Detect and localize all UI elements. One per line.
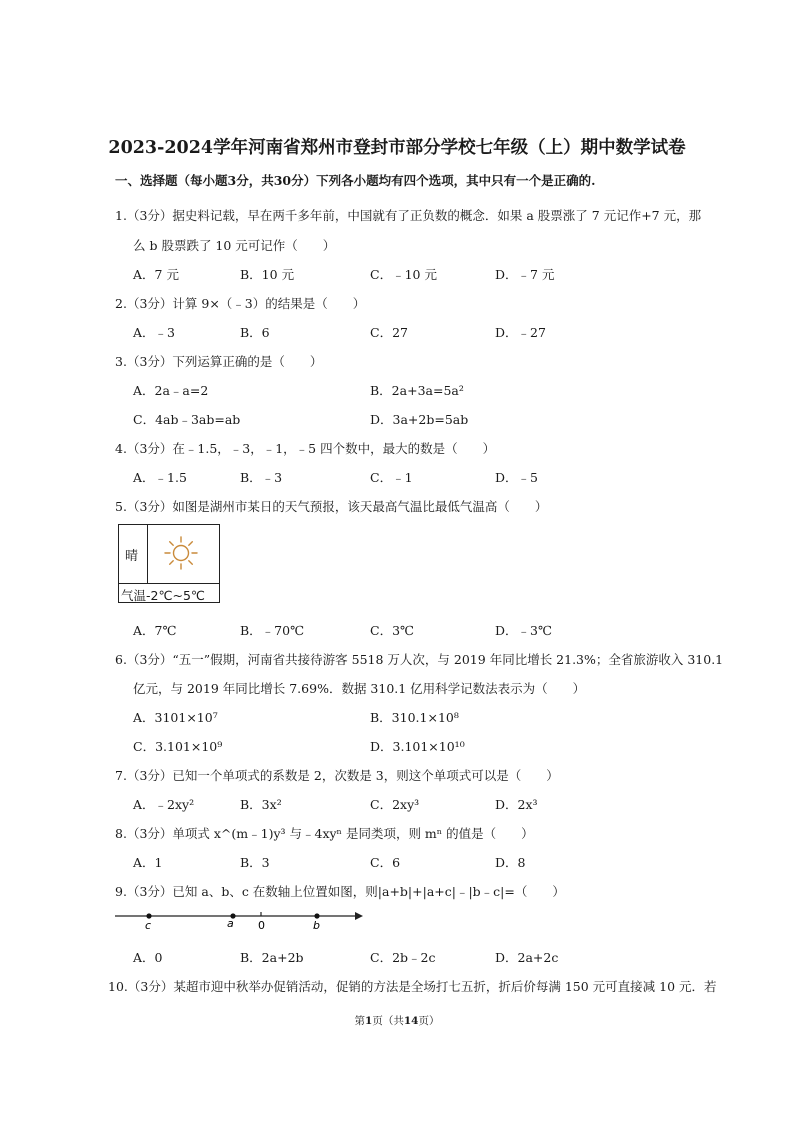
section-heading: 一、选择题（每小题3分，共30分）下列各小题均有四个选项，其中只有一个是正确的.	[115, 173, 596, 188]
question-6-line2: 亿元，与 2019 年同比增长 7.69%．数据 310.1 亿用科学记数法表示为（ ）	[133, 681, 586, 696]
q6-option-b: B．310.1×10⁸	[370, 710, 459, 725]
q4-option-a: A．﹣1.5	[133, 470, 187, 485]
q7-option-c: C．2xy³	[370, 797, 420, 812]
question-9: 9.（3分）已知 a、b、c 在数轴上位置如图，则|a+b|+|a+c|﹣|b﹣c|=（ ）	[115, 884, 565, 899]
q2-option-b: B．6	[240, 325, 270, 340]
q2-option-d: D．﹣27	[495, 325, 546, 340]
weather-label: 晴	[125, 549, 139, 564]
question-4: 4.（3分）在﹣1.5，﹣3，﹣1，﹣5 四个数中，最大的数是（ ）	[115, 441, 496, 456]
q6-option-c: C．3.101×10⁹	[133, 739, 223, 754]
q4-option-b: B．﹣3	[240, 470, 283, 485]
question-7: 7.（3分）已知一个单项式的系数是 2，次数是 3，则这个单项式可以是（ ）	[115, 768, 559, 783]
label-c: c	[145, 919, 152, 932]
page-title: 2023-2024学年河南省郑州市登封市部分学校七年级（上）期中数学试卷	[108, 138, 686, 158]
question-2: 2.（3分）计算 9×（﹣3）的结果是（ ）	[115, 296, 366, 311]
q1-option-b: B．10 元	[240, 267, 295, 282]
q1-option-a: A．7 元	[133, 267, 179, 282]
page-footer: 第1页（共14页）	[354, 1015, 440, 1027]
q5-option-b: B．﹣70℃	[240, 623, 305, 638]
figure-divider	[119, 583, 219, 584]
q8-option-c: C．6	[370, 855, 401, 870]
point-c	[146, 913, 151, 918]
q5-option-c: C．3℃	[370, 623, 415, 638]
q9-option-b: B．2a+2b	[240, 950, 304, 965]
q3-option-c: C．4ab﹣3ab=ab	[133, 412, 241, 427]
label-b: b	[313, 919, 320, 932]
q8-option-b: B．3	[240, 855, 270, 870]
question-3: 3.（3分）下列运算正确的是（ ）	[115, 354, 323, 369]
q7-option-a: A．﹣2xy²	[133, 797, 195, 812]
weather-forecast-figure	[118, 524, 220, 603]
q7-option-b: B．3x²	[240, 797, 282, 812]
q1-option-c: C．﹣10 元	[370, 267, 437, 282]
sun-icon	[163, 535, 199, 571]
question-8: 8.（3分）单项式 x^(m﹣1)y³ 与﹣4xyⁿ 是同类项，则 mⁿ 的值是（ ）	[115, 826, 534, 841]
q3-option-a: A．2a﹣a=2	[133, 383, 209, 398]
q5-option-a: A．7℃	[133, 623, 177, 638]
point-b	[314, 913, 319, 918]
current-page: 1	[365, 1015, 373, 1027]
q8-option-d: D．8	[495, 855, 526, 870]
question-1-line2: 么 b 股票跌了 10 元可记作（ ）	[133, 238, 336, 253]
q8-option-a: A．1	[133, 855, 163, 870]
question-1: 1.（3分）据史料记载，早在两千多年前，中国就有了正负数的概念．如果 a 股票涨了 7 元记作+7 元，那	[115, 208, 702, 223]
question-10: 10.（3分）某超市迎中秋举办促销活动，促销的方法是全场打七五折，折后价每满 150 元可直接减 10 元．若	[108, 979, 717, 994]
question-6: 6.（3分）“五一”假期，河南省共接待游客 5518 万人次，与 2019 年同比增长 21.3%；全省旅游收入 310.1	[115, 652, 724, 667]
q4-option-d: D．﹣5	[495, 470, 538, 485]
q9-option-d: D．2a+2c	[495, 950, 559, 965]
q6-option-d: D．3.101×10¹⁰	[370, 739, 465, 754]
q4-option-c: C．﹣1	[370, 470, 413, 485]
q2-option-a: A．﹣3	[133, 325, 175, 340]
q2-option-c: C．27	[370, 325, 408, 340]
figure-divider	[147, 525, 148, 583]
q7-option-d: D．2x³	[495, 797, 538, 812]
label-zero: 0	[258, 919, 265, 932]
q9-option-c: C．2b﹣2c	[370, 950, 436, 965]
q1-option-d: D．﹣7 元	[495, 267, 555, 282]
q3-option-b: B．2a+3a=5a²	[370, 383, 464, 398]
label-a: a	[227, 917, 234, 930]
q3-option-d: D．3a+2b=5ab	[370, 412, 469, 427]
number-line-figure	[115, 906, 365, 936]
axis-arrow	[355, 912, 363, 920]
q9-option-a: A．0	[133, 950, 163, 965]
q5-option-d: D．﹣3℃	[495, 623, 552, 638]
temperature-range: 气温-2℃~5℃	[121, 588, 205, 603]
question-5: 5.（3分）如图是湖州市某日的天气预报，该天最高气温比最低气温高（ ）	[115, 499, 548, 514]
q6-option-a: A．3101×10⁷	[133, 710, 218, 725]
total-pages: 14	[403, 1015, 419, 1027]
